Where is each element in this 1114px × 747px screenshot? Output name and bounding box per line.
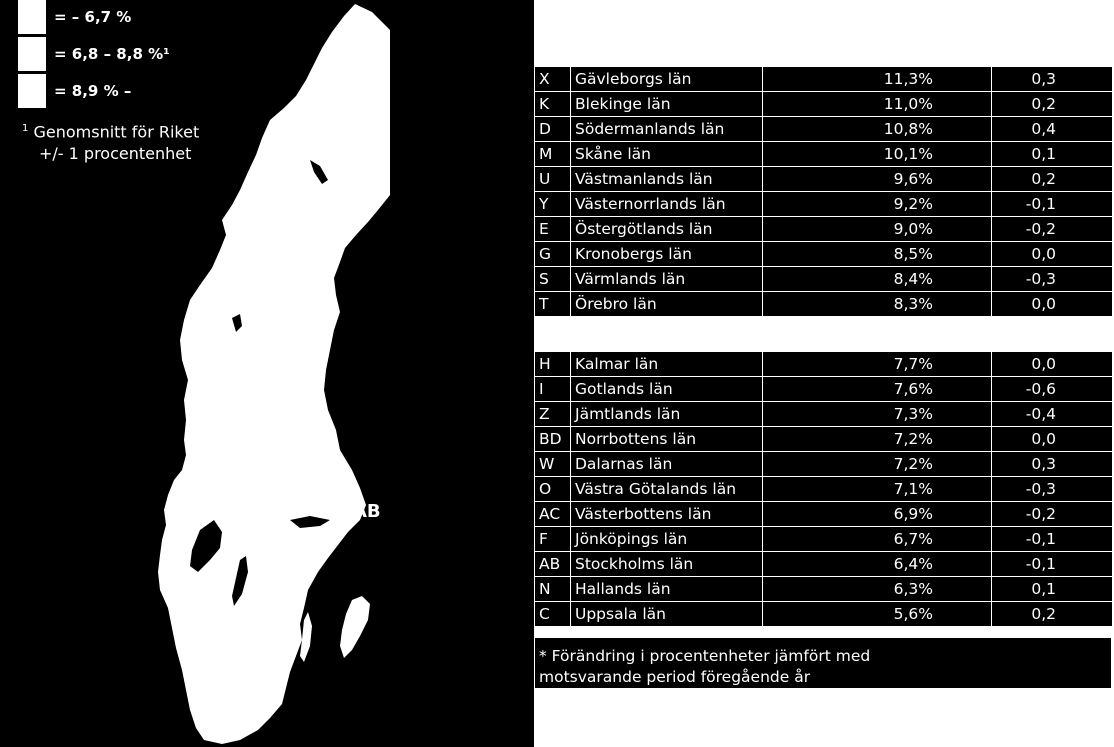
county-code: M [535, 142, 571, 167]
county-name: Dalarnas län [571, 452, 763, 477]
county-name: Östergötlands län [571, 217, 763, 242]
county-name: Gotlands län [571, 377, 763, 402]
legend-note-sup: 1 [22, 123, 29, 134]
county-percent: 8,3% [763, 292, 992, 317]
legend-note-line1: Genomsnitt för Riket [33, 122, 200, 142]
county-name: Hallands län [571, 577, 763, 602]
county-percent: 7,1% [763, 477, 992, 502]
county-code: I [535, 377, 571, 402]
legend-item [18, 74, 131, 108]
county-change: 0,3 [992, 67, 1113, 92]
table-row [535, 267, 1113, 292]
county-name: Jämtlands län [571, 402, 763, 427]
county-change: 0,0 [992, 352, 1113, 377]
county-percent: 7,2% [763, 427, 992, 452]
county-change: 0,2 [992, 167, 1113, 192]
county-name: Västmanlands län [571, 167, 763, 192]
county-percent: 7,3% [763, 402, 992, 427]
county-change: -0,3 [992, 477, 1113, 502]
legend-swatch [18, 0, 46, 34]
county-name: Norrbottens län [571, 427, 763, 452]
table-row [535, 477, 1113, 502]
county-name: Värmlands län [571, 267, 763, 292]
table-row [535, 602, 1113, 627]
county-name: Skåne län [571, 142, 763, 167]
table-row [535, 352, 1113, 377]
oland-island [300, 612, 312, 662]
county-code: AC [535, 502, 571, 527]
county-change: 0,1 [992, 577, 1113, 602]
county-code: Y [535, 192, 571, 217]
county-percent: 6,3% [763, 577, 992, 602]
table-below-average [534, 351, 1113, 627]
county-percent: 11,0% [763, 92, 992, 117]
county-percent: 6,7% [763, 527, 992, 552]
county-change: 0,1 [992, 142, 1113, 167]
county-code: O [535, 477, 571, 502]
county-name: Västra Götalands län [571, 477, 763, 502]
county-code: X [535, 67, 571, 92]
county-change: -0,1 [992, 192, 1113, 217]
county-percent: 6,9% [763, 502, 992, 527]
legend-item [18, 0, 131, 34]
county-change: 0,4 [992, 117, 1113, 142]
county-percent: 8,5% [763, 242, 992, 267]
map-label-ab: AB [353, 501, 381, 522]
table-row [535, 142, 1113, 167]
county-percent: 10,8% [763, 117, 992, 142]
table-row [535, 242, 1113, 267]
county-name: Västerbottens län [571, 502, 763, 527]
county-percent: 11,3% [763, 67, 992, 92]
county-change: 0,0 [992, 292, 1113, 317]
county-change: -0,4 [992, 402, 1113, 427]
county-name: Örebro län [571, 292, 763, 317]
table-row [535, 427, 1113, 452]
county-change: -0,3 [992, 267, 1113, 292]
county-code: AB [535, 552, 571, 577]
county-change: 0,2 [992, 602, 1113, 627]
county-code: G [535, 242, 571, 267]
county-percent: 7,6% [763, 377, 992, 402]
table-row [535, 527, 1113, 552]
county-percent: 5,6% [763, 602, 992, 627]
county-code: C [535, 602, 571, 627]
table-row [535, 92, 1113, 117]
legend-label: = 6,8 – 8,8 %¹ [54, 45, 170, 63]
table-row [535, 377, 1113, 402]
county-name: Kronobergs län [571, 242, 763, 267]
footnote-line1: * Förändring i procentenheter jämfört med [539, 647, 871, 665]
legend-swatch [18, 74, 46, 108]
table-separator [534, 324, 1114, 351]
table-row [535, 67, 1113, 92]
county-code: W [535, 452, 571, 477]
county-change: -0,1 [992, 527, 1113, 552]
county-change: -0,6 [992, 377, 1113, 402]
county-percent: 10,1% [763, 142, 992, 167]
table-row [535, 452, 1113, 477]
county-name: Kalmar län [571, 352, 763, 377]
gotland-island [340, 596, 370, 658]
county-change: 0,3 [992, 452, 1113, 477]
county-change: -0,2 [992, 217, 1113, 242]
legend-label: = 8,9 % – [54, 82, 132, 100]
table-row [535, 577, 1113, 602]
table-row [535, 552, 1113, 577]
county-name: Västernorrlands län [571, 192, 763, 217]
county-code: S [535, 267, 571, 292]
county-name: Uppsala län [571, 602, 763, 627]
county-name: Södermanlands län [571, 117, 763, 142]
county-name: Gävleborgs län [571, 67, 763, 92]
county-percent: 6,4% [763, 552, 992, 577]
table-row [535, 502, 1113, 527]
table-above-average [534, 66, 1113, 317]
county-code: H [535, 352, 571, 377]
county-name: Blekinge län [571, 92, 763, 117]
county-code: K [535, 92, 571, 117]
county-percent: 9,2% [763, 192, 992, 217]
table-row [535, 167, 1113, 192]
county-percent: 8,4% [763, 267, 992, 292]
legend-note-line2: +/- 1 procentenhet [39, 144, 192, 164]
county-name: Jönköpings län [571, 527, 763, 552]
county-change: 0,0 [992, 427, 1113, 452]
legend-swatch [18, 37, 46, 71]
county-change: 0,2 [992, 92, 1113, 117]
county-code: BD [535, 427, 571, 452]
table-row [535, 292, 1113, 317]
county-change: -0,1 [992, 552, 1113, 577]
county-change: 0,0 [992, 242, 1113, 267]
county-code: U [535, 167, 571, 192]
table-row [535, 192, 1113, 217]
county-change: -0,2 [992, 502, 1113, 527]
table-row [535, 217, 1113, 242]
county-percent: 7,7% [763, 352, 992, 377]
county-percent: 9,6% [763, 167, 992, 192]
county-percent: 9,0% [763, 217, 992, 242]
table-row [535, 117, 1113, 142]
sweden-map [140, 0, 390, 747]
footnote-line2: motsvarande period föregående år [539, 668, 811, 686]
county-name: Stockholms län [571, 552, 763, 577]
county-percent: 7,2% [763, 452, 992, 477]
legend-label: = – 6,7 % [54, 8, 132, 26]
county-code: Z [535, 402, 571, 427]
county-code: N [535, 577, 571, 602]
county-code: D [535, 117, 571, 142]
county-code: T [535, 292, 571, 317]
footnote [534, 637, 1112, 689]
table-row [535, 402, 1113, 427]
county-code: E [535, 217, 571, 242]
county-code: F [535, 527, 571, 552]
